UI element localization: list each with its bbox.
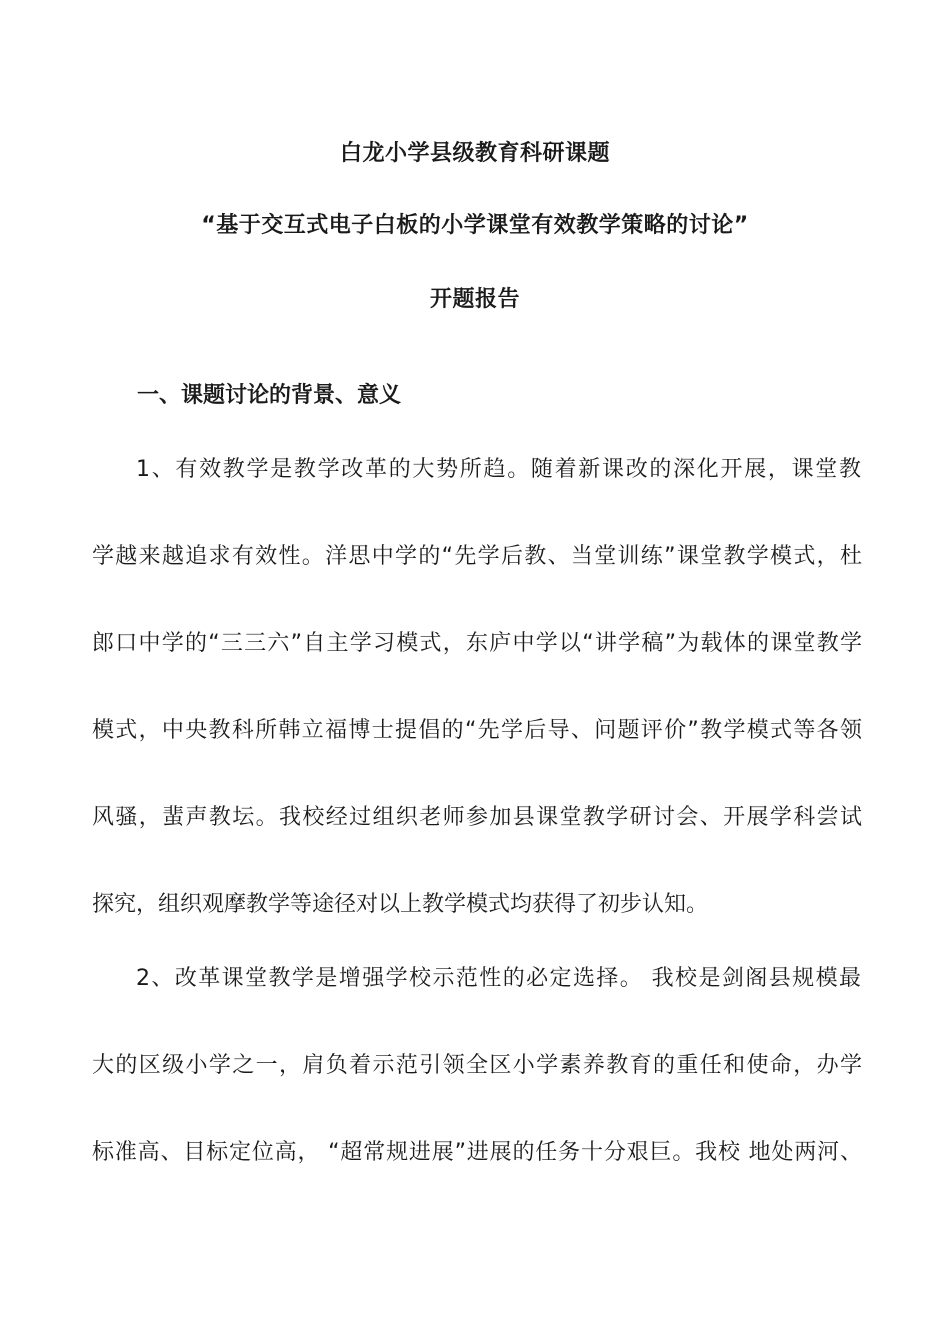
paragraph1-line: 郎口中学的“三三六”自主学习模式，东庐中学以“讲学稿”为载体的课堂教学 bbox=[92, 631, 862, 656]
paragraph1-line: 风骚，蜚声教坛。我校经过组织老师参加县课堂教学研讨会、开展学科尝试 bbox=[92, 805, 862, 830]
title-line-report: 开题报告 bbox=[429, 287, 520, 312]
paragraph2-line: 2、改革课堂教学是增强学校示范性的必定选择。 我校是剑阁县规模最 bbox=[136, 966, 861, 991]
paragraph1-line: 模式，中央教科所韩立福博士提倡的“先学后导、问题评价”教学模式等各领 bbox=[92, 718, 862, 743]
paragraph1-line: 1、有效教学是教学改革的大势所趋。随着新课改的深化开展，课堂教 bbox=[136, 457, 861, 482]
paragraph1-line: 学越来越追求有效性。洋思中学的“先学后教、当堂训练”课堂教学模式，杜 bbox=[92, 544, 862, 569]
paragraph2-line: 大的区级小学之一，肩负着示范引领全区小学素养教育的重任和使命，办学 bbox=[92, 1053, 862, 1078]
paragraph2-line: 标准高、目标定位高， “超常规进展”进展的任务十分艰巨。我校 地处两河、 bbox=[92, 1140, 862, 1165]
section-heading: 一、课题讨论的背景、意义 bbox=[137, 383, 402, 408]
title-line-topic: “基于交互式电子白板的小学课堂有效教学策略的讨论” bbox=[201, 213, 749, 238]
title-line-school: 白龙小学县级教育科研课题 bbox=[339, 141, 610, 166]
paragraph1-line: 探究，组织观摩教学等途径对以上教学模式均获得了初步认知。 bbox=[92, 892, 709, 917]
